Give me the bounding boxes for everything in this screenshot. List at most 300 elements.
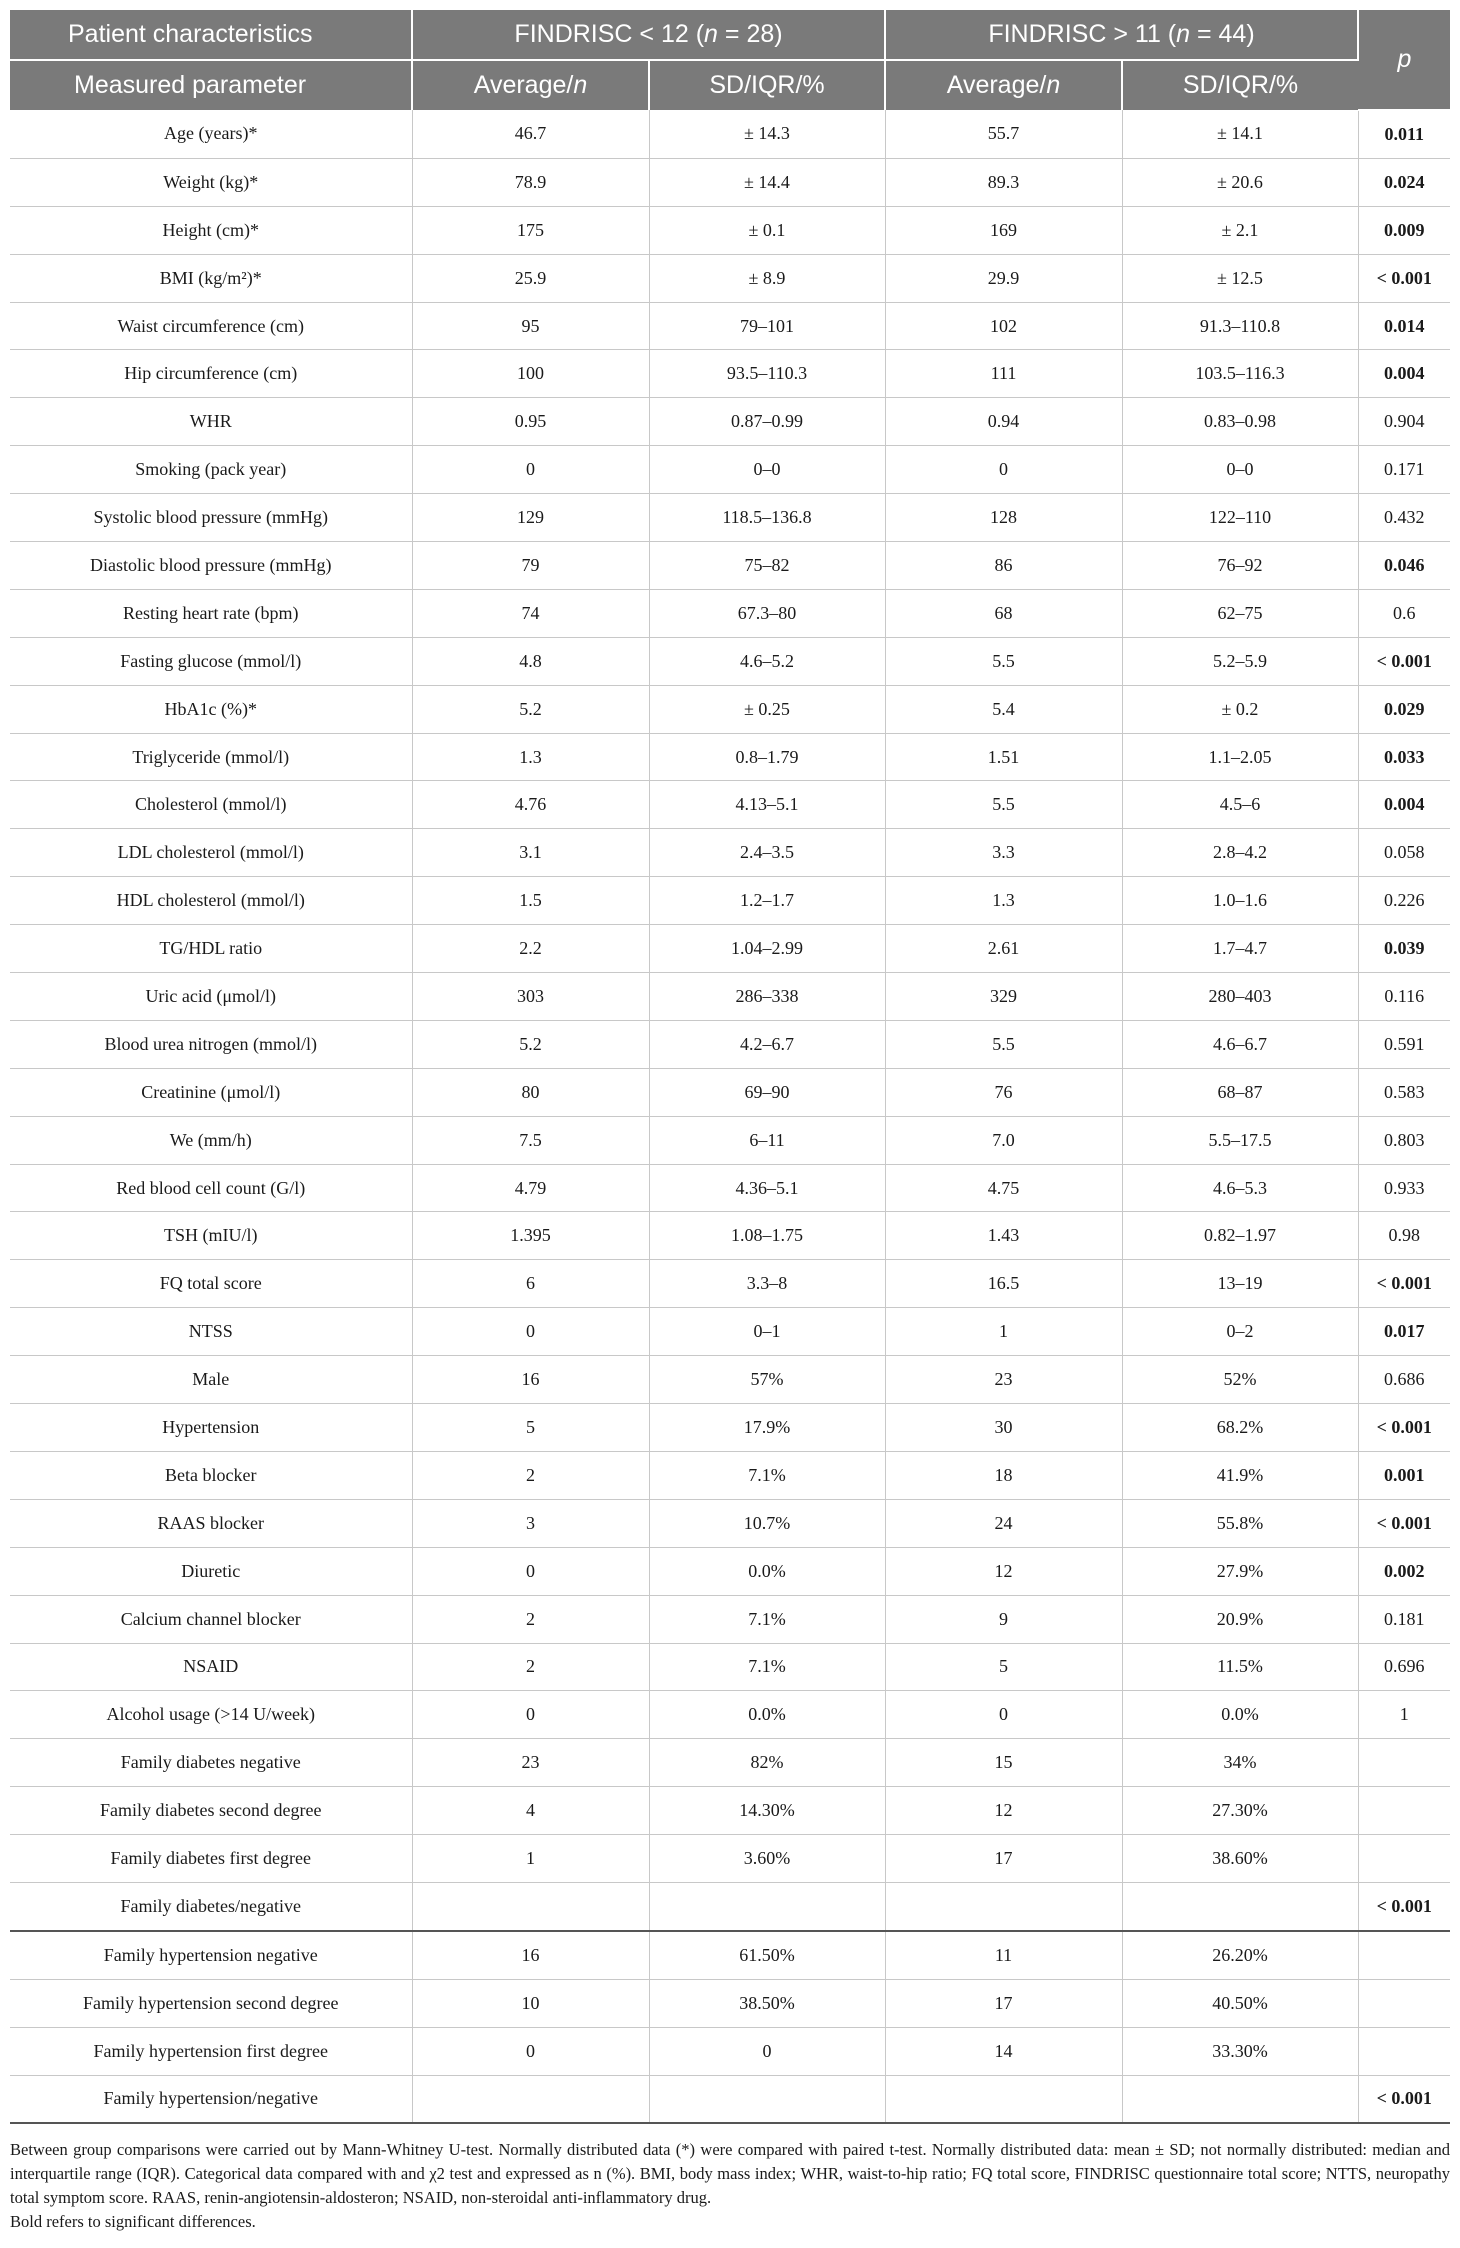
group2-spread: 0.82–1.97 (1122, 1212, 1358, 1260)
p-value: 0.058 (1358, 829, 1450, 877)
group2-average: 17 (885, 1835, 1122, 1883)
group1-average: 23 (412, 1739, 649, 1787)
group2-average: 2.61 (885, 925, 1122, 973)
p-value: 0.024 (1358, 158, 1450, 206)
group2-average: 5.5 (885, 781, 1122, 829)
group1-average: 16 (412, 1356, 649, 1404)
group2-spread: 20.9% (1122, 1595, 1358, 1643)
group1-spread: 0.8–1.79 (649, 733, 885, 781)
footnote-text: Between group comparisons were carried out by Mann-Whitney U-test. Normally distributed data (*) were compared with paired t-test. Normally distributed data: mean ± SD; not normally distributed: median and interquartile range (IQR). Categorical data compared with and χ2 test and expressed as n (%). BMI, body mass index; WHR, waist-to-hip ratio; FQ total score, FINDRISC questionnaire total score; NTTS, neuropathy total symptom score. RAAS, renin-angiotensin-aldosteron; NSAID, non-steroidal anti-inflammatory drug. (10, 2140, 1450, 2208)
row-label: Cholesterol (mmol/l) (10, 781, 412, 829)
p-value: 0.181 (1358, 1595, 1450, 1643)
table-row (10, 110, 1450, 158)
group2-spread: 68–87 (1122, 1068, 1358, 1116)
group1-spread: 6–11 (649, 1116, 885, 1164)
group2-spread: 4.6–5.3 (1122, 1164, 1358, 1212)
p-value: 0.004 (1358, 350, 1450, 398)
row-label: Hypertension (10, 1404, 412, 1452)
row-label: BMI (kg/m²)* (10, 254, 412, 302)
table-row (10, 925, 1450, 973)
group2-average: 15 (885, 1739, 1122, 1787)
row-label: Hip circumference (cm) (10, 350, 412, 398)
group2-spread: 1.1–2.05 (1122, 733, 1358, 781)
row-label: We (mm/h) (10, 1116, 412, 1164)
table-row (10, 589, 1450, 637)
table-row (10, 2075, 1450, 2123)
group2-average: 76 (885, 1068, 1122, 1116)
p-value: 0.033 (1358, 733, 1450, 781)
group2-spread: 0–2 (1122, 1308, 1358, 1356)
group1-average: 78.9 (412, 158, 649, 206)
group2-average: 111 (885, 350, 1122, 398)
table-row (10, 1931, 1450, 1979)
group2-average: 86 (885, 542, 1122, 590)
group1-spread: 4.6–5.2 (649, 637, 885, 685)
group1-average: 7.5 (412, 1116, 649, 1164)
header-measured-parameter: Measured parameter (10, 60, 412, 110)
table-row (10, 1164, 1450, 1212)
group1-average: 6 (412, 1260, 649, 1308)
group1-average (412, 1882, 649, 1930)
row-label: Height (cm)* (10, 206, 412, 254)
group1-spread: 0 (649, 2027, 885, 2075)
group1-average: 4 (412, 1787, 649, 1835)
group2-average: 0.94 (885, 398, 1122, 446)
group2-spread: 5.2–5.9 (1122, 637, 1358, 685)
group1-average: 303 (412, 973, 649, 1021)
table-row (10, 1404, 1450, 1452)
group2-spread: ± 14.1 (1122, 110, 1358, 158)
p-value: 0.696 (1358, 1643, 1450, 1691)
group2-spread: 2.8–4.2 (1122, 829, 1358, 877)
group2-average: 1.43 (885, 1212, 1122, 1260)
p-value: 0.6 (1358, 589, 1450, 637)
group2-average: 1 (885, 1308, 1122, 1356)
row-label: Smoking (pack year) (10, 446, 412, 494)
group2-average (885, 2075, 1122, 2123)
table-row (10, 1595, 1450, 1643)
table-row (10, 2027, 1450, 2075)
group1-average: 10 (412, 1979, 649, 2027)
group1-spread: 286–338 (649, 973, 885, 1021)
p-value (1358, 1931, 1450, 1979)
group2-average: 23 (885, 1356, 1122, 1404)
group2-spread: 11.5% (1122, 1643, 1358, 1691)
group1-spread: 0.87–0.99 (649, 398, 885, 446)
group2-spread: 4.5–6 (1122, 781, 1358, 829)
row-label: Family diabetes/negative (10, 1882, 412, 1930)
group2-spread: 0–0 (1122, 446, 1358, 494)
group1-spread: 1.04–2.99 (649, 925, 885, 973)
group2-spread: 280–403 (1122, 973, 1358, 1021)
table-row (10, 1787, 1450, 1835)
table-row (10, 1308, 1450, 1356)
group2-spread (1122, 2075, 1358, 2123)
table-row (10, 637, 1450, 685)
p-value (1358, 1979, 1450, 2027)
p-value (1358, 1835, 1450, 1883)
group2-average: 5.5 (885, 637, 1122, 685)
group2-average (885, 1882, 1122, 1930)
table-row (10, 1068, 1450, 1116)
p-value: 0.432 (1358, 494, 1450, 542)
group2-spread: 62–75 (1122, 589, 1358, 637)
row-label: LDL cholesterol (mmol/l) (10, 829, 412, 877)
footnote-bold-note: Bold refers to significant differences. (10, 2212, 256, 2232)
group2-average: 12 (885, 1787, 1122, 1835)
group1-spread: 79–101 (649, 302, 885, 350)
p-value (1358, 1787, 1450, 1835)
group2-spread: 27.30% (1122, 1787, 1358, 1835)
row-label: Systolic blood pressure (mmHg) (10, 494, 412, 542)
group1-average: 3.1 (412, 829, 649, 877)
group1-spread: ± 8.9 (649, 254, 885, 302)
group1-average: 1 (412, 1835, 649, 1883)
group2-average: 3.3 (885, 829, 1122, 877)
p-value: 0.226 (1358, 877, 1450, 925)
group1-spread: 93.5–110.3 (649, 350, 885, 398)
group1-spread: 82% (649, 1739, 885, 1787)
group1-average: 100 (412, 350, 649, 398)
row-label: TSH (mIU/l) (10, 1212, 412, 1260)
group1-average: 5.2 (412, 685, 649, 733)
group2-spread: ± 2.1 (1122, 206, 1358, 254)
table-row (10, 1260, 1450, 1308)
group2-spread: ± 20.6 (1122, 158, 1358, 206)
table-row (10, 1116, 1450, 1164)
group1-spread: 10.7% (649, 1499, 885, 1547)
table-row (10, 1882, 1450, 1930)
table-row (10, 350, 1450, 398)
p-value: 0.017 (1358, 1308, 1450, 1356)
group1-average: 2 (412, 1595, 649, 1643)
group1-average: 4.79 (412, 1164, 649, 1212)
header-average-1: Average/n (412, 60, 649, 110)
p-value: 0.009 (1358, 206, 1450, 254)
table-row (10, 1547, 1450, 1595)
group1-spread: 67.3–80 (649, 589, 885, 637)
row-label: Family diabetes negative (10, 1739, 412, 1787)
row-label: Family hypertension negative (10, 1931, 412, 1979)
p-value: 0.002 (1358, 1547, 1450, 1595)
table-row (10, 254, 1450, 302)
group1-average: 3 (412, 1499, 649, 1547)
group1-average: 0 (412, 1547, 649, 1595)
table-row (10, 685, 1450, 733)
group2-spread: 38.60% (1122, 1835, 1358, 1883)
group2-average: 0 (885, 446, 1122, 494)
group1-spread: 0–0 (649, 446, 885, 494)
group1-spread: 0–1 (649, 1308, 885, 1356)
p-value: 0.014 (1358, 302, 1450, 350)
p-value: 0.029 (1358, 685, 1450, 733)
group1-spread: 4.36–5.1 (649, 1164, 885, 1212)
row-label: Male (10, 1356, 412, 1404)
row-label: Calcium channel blocker (10, 1595, 412, 1643)
group1-average: 25.9 (412, 254, 649, 302)
group2-average: 30 (885, 1404, 1122, 1452)
group2-spread: 91.3–110.8 (1122, 302, 1358, 350)
table-row (10, 446, 1450, 494)
group2-average: 11 (885, 1931, 1122, 1979)
p-value: 0.591 (1358, 1020, 1450, 1068)
row-label: FQ total score (10, 1260, 412, 1308)
group2-spread: ± 0.2 (1122, 685, 1358, 733)
row-label: Red blood cell count (G/l) (10, 1164, 412, 1212)
table-row (10, 1691, 1450, 1739)
group1-average: 0 (412, 1308, 649, 1356)
header-group-2: FINDRISC > 11 (n = 44) (885, 10, 1358, 60)
group1-average: 0 (412, 2027, 649, 2075)
group1-average: 5 (412, 1404, 649, 1452)
group1-spread (649, 1882, 885, 1930)
table-row (10, 542, 1450, 590)
group1-average: 1.3 (412, 733, 649, 781)
table-row (10, 733, 1450, 781)
group1-average: 0.95 (412, 398, 649, 446)
group2-average: 5.5 (885, 1020, 1122, 1068)
header-sd-2: SD/IQR/% (1122, 60, 1358, 110)
group1-average: 1.395 (412, 1212, 649, 1260)
row-label: Age (years)* (10, 110, 412, 158)
table-row (10, 1451, 1450, 1499)
p-value: 0.583 (1358, 1068, 1450, 1116)
header-p-value: p (1358, 10, 1450, 110)
group2-average: 68 (885, 589, 1122, 637)
group2-spread: 26.20% (1122, 1931, 1358, 1979)
row-label: Family hypertension second degree (10, 1979, 412, 2027)
header-patient-characteristics: Patient characteristics (10, 10, 412, 60)
p-value: 0.171 (1358, 446, 1450, 494)
group1-spread: 0.0% (649, 1547, 885, 1595)
row-label: Triglyceride (mmol/l) (10, 733, 412, 781)
p-value: 0.001 (1358, 1451, 1450, 1499)
row-label: Creatinine (μmol/l) (10, 1068, 412, 1116)
group2-spread: ± 12.5 (1122, 254, 1358, 302)
group1-average: 80 (412, 1068, 649, 1116)
group2-average: 1.51 (885, 733, 1122, 781)
row-label: Resting heart rate (bpm) (10, 589, 412, 637)
p-value: < 0.001 (1358, 1404, 1450, 1452)
row-label: Weight (kg)* (10, 158, 412, 206)
group2-average: 18 (885, 1451, 1122, 1499)
header-row-1 (10, 10, 1450, 60)
table-row (10, 1739, 1450, 1787)
p-value: 1 (1358, 1691, 1450, 1739)
group2-average: 128 (885, 494, 1122, 542)
group2-average: 5 (885, 1643, 1122, 1691)
p-value: 0.004 (1358, 781, 1450, 829)
p-value: < 0.001 (1358, 2075, 1450, 2123)
p-value: < 0.001 (1358, 1882, 1450, 1930)
group1-average: 129 (412, 494, 649, 542)
row-label: Fasting glucose (mmol/l) (10, 637, 412, 685)
group2-average: 14 (885, 2027, 1122, 2075)
row-label: Family diabetes second degree (10, 1787, 412, 1835)
table-row (10, 1020, 1450, 1068)
p-value: 0.686 (1358, 1356, 1450, 1404)
group2-spread: 5.5–17.5 (1122, 1116, 1358, 1164)
group1-average: 16 (412, 1931, 649, 1979)
data-table (10, 10, 1450, 2124)
group2-average: 24 (885, 1499, 1122, 1547)
group1-average: 2.2 (412, 925, 649, 973)
row-label: TG/HDL ratio (10, 925, 412, 973)
p-value: 0.011 (1358, 110, 1450, 158)
group1-average: 46.7 (412, 110, 649, 158)
group1-spread: ± 14.3 (649, 110, 885, 158)
p-value: 0.803 (1358, 1116, 1450, 1164)
header-sd-1: SD/IQR/% (649, 60, 885, 110)
table-row (10, 398, 1450, 446)
group1-average: 0 (412, 446, 649, 494)
group2-average: 1.3 (885, 877, 1122, 925)
group1-spread: ± 14.4 (649, 158, 885, 206)
row-label: Diuretic (10, 1547, 412, 1595)
row-label: Blood urea nitrogen (mmol/l) (10, 1020, 412, 1068)
group1-spread: 61.50% (649, 1931, 885, 1979)
p-value: < 0.001 (1358, 1260, 1450, 1308)
group2-spread: 52% (1122, 1356, 1358, 1404)
group1-average: 4.76 (412, 781, 649, 829)
row-label: HDL cholesterol (mmol/l) (10, 877, 412, 925)
row-label: NSAID (10, 1643, 412, 1691)
group1-spread: ± 0.25 (649, 685, 885, 733)
group1-spread: ± 0.1 (649, 206, 885, 254)
group1-spread: 2.4–3.5 (649, 829, 885, 877)
group1-spread: 1.08–1.75 (649, 1212, 885, 1260)
p-value: < 0.001 (1358, 1499, 1450, 1547)
table-header (10, 10, 1450, 110)
group2-spread: 122–110 (1122, 494, 1358, 542)
table-row (10, 1979, 1450, 2027)
row-label: Beta blocker (10, 1451, 412, 1499)
table-row (10, 158, 1450, 206)
row-label: Uric acid (μmol/l) (10, 973, 412, 1021)
header-average-2: Average/n (885, 60, 1122, 110)
group1-spread: 3.3–8 (649, 1260, 885, 1308)
table-row (10, 302, 1450, 350)
group2-average: 16.5 (885, 1260, 1122, 1308)
group2-average: 7.0 (885, 1116, 1122, 1164)
table-row (10, 877, 1450, 925)
group2-spread: 13–19 (1122, 1260, 1358, 1308)
row-label: NTSS (10, 1308, 412, 1356)
row-label: Family hypertension/negative (10, 2075, 412, 2123)
group2-average: 55.7 (885, 110, 1122, 158)
table-row (10, 1835, 1450, 1883)
group2-average: 329 (885, 973, 1122, 1021)
group1-average: 2 (412, 1451, 649, 1499)
group1-spread: 14.30% (649, 1787, 885, 1835)
group1-average: 79 (412, 542, 649, 590)
group1-spread: 1.2–1.7 (649, 877, 885, 925)
group2-average: 12 (885, 1547, 1122, 1595)
group1-spread: 7.1% (649, 1451, 885, 1499)
table-row (10, 494, 1450, 542)
group2-average: 89.3 (885, 158, 1122, 206)
row-label: Family diabetes first degree (10, 1835, 412, 1883)
table-row (10, 781, 1450, 829)
group2-average: 4.75 (885, 1164, 1122, 1212)
group2-average: 5.4 (885, 685, 1122, 733)
p-value (1358, 1739, 1450, 1787)
group2-spread: 1.0–1.6 (1122, 877, 1358, 925)
p-value: 0.116 (1358, 973, 1450, 1021)
group2-spread (1122, 1882, 1358, 1930)
group2-spread: 76–92 (1122, 542, 1358, 590)
p-value: 0.046 (1358, 542, 1450, 590)
table-row (10, 206, 1450, 254)
table-row (10, 1356, 1450, 1404)
table-body (10, 110, 1450, 2123)
table-container (10, 10, 1450, 2234)
table-row (10, 1212, 1450, 1260)
group2-spread: 33.30% (1122, 2027, 1358, 2075)
group2-spread: 41.9% (1122, 1451, 1358, 1499)
group1-spread: 7.1% (649, 1595, 885, 1643)
row-label: HbA1c (%)* (10, 685, 412, 733)
group2-spread: 1.7–4.7 (1122, 925, 1358, 973)
group1-average: 0 (412, 1691, 649, 1739)
group1-average: 2 (412, 1643, 649, 1691)
group2-spread: 0.83–0.98 (1122, 398, 1358, 446)
table-row (10, 1499, 1450, 1547)
p-value: 0.98 (1358, 1212, 1450, 1260)
group2-average: 0 (885, 1691, 1122, 1739)
group2-spread: 55.8% (1122, 1499, 1358, 1547)
p-value: < 0.001 (1358, 637, 1450, 685)
group2-spread: 27.9% (1122, 1547, 1358, 1595)
group1-spread: 7.1% (649, 1643, 885, 1691)
group1-average: 5.2 (412, 1020, 649, 1068)
table-row (10, 973, 1450, 1021)
group1-spread: 75–82 (649, 542, 885, 590)
row-label: Diastolic blood pressure (mmHg) (10, 542, 412, 590)
header-row-2 (10, 60, 1450, 110)
group1-spread: 17.9% (649, 1404, 885, 1452)
group1-average: 1.5 (412, 877, 649, 925)
group2-average: 17 (885, 1979, 1122, 2027)
row-label: Family hypertension first degree (10, 2027, 412, 2075)
group2-spread: 103.5–116.3 (1122, 350, 1358, 398)
group1-spread: 0.0% (649, 1691, 885, 1739)
row-label: WHR (10, 398, 412, 446)
row-label: Alcohol usage (>14 U/week) (10, 1691, 412, 1739)
group2-spread: 4.6–6.7 (1122, 1020, 1358, 1068)
group1-spread: 38.50% (649, 1979, 885, 2027)
group1-spread: 57% (649, 1356, 885, 1404)
row-label: RAAS blocker (10, 1499, 412, 1547)
group2-spread: 40.50% (1122, 1979, 1358, 2027)
header-group-1: FINDRISC < 12 (n = 28) (412, 10, 885, 60)
row-label: Waist circumference (cm) (10, 302, 412, 350)
group2-spread: 0.0% (1122, 1691, 1358, 1739)
group2-average: 169 (885, 206, 1122, 254)
p-value (1358, 2027, 1450, 2075)
group2-average: 29.9 (885, 254, 1122, 302)
p-value: 0.039 (1358, 925, 1450, 973)
group2-average: 9 (885, 1595, 1122, 1643)
group1-spread: 69–90 (649, 1068, 885, 1116)
group1-average: 74 (412, 589, 649, 637)
group2-spread: 68.2% (1122, 1404, 1358, 1452)
table-footnote (10, 2138, 1450, 2234)
p-value: < 0.001 (1358, 254, 1450, 302)
group1-spread: 118.5–136.8 (649, 494, 885, 542)
group2-average: 102 (885, 302, 1122, 350)
p-value: 0.904 (1358, 398, 1450, 446)
